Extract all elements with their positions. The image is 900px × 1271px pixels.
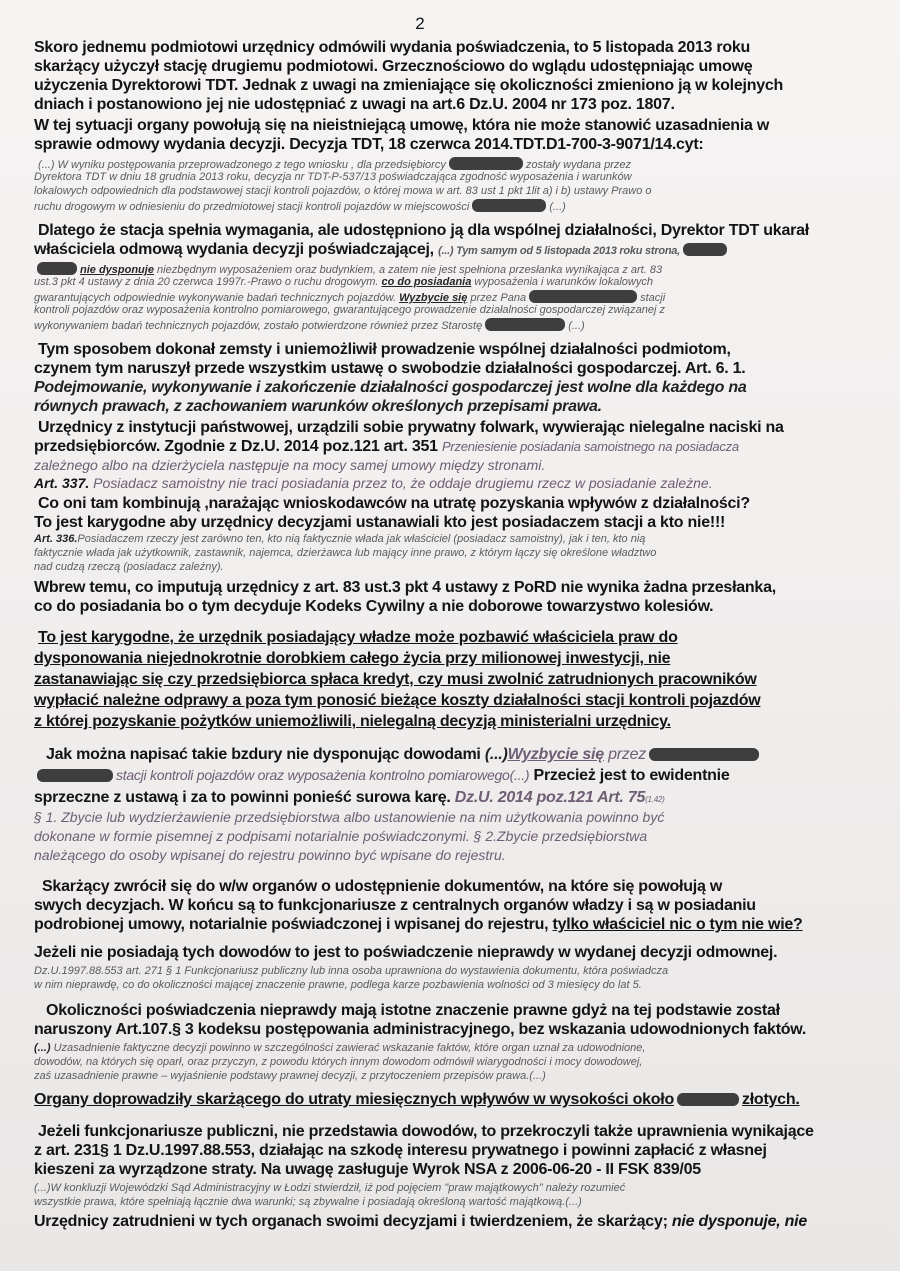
page-number: 2: [415, 14, 425, 33]
text-line: Dlatego że stacja spełnia wymagania, ale udostępniono ją dla wspólnej działalności, Dyrektor TDT ukarał: [38, 222, 809, 239]
quote-line: (...) Uzasadnienie faktyczne decyzji powinno w szczególności zawierać wskazanie faktów, które organ uznał za udowodnione,: [34, 1042, 646, 1054]
text-line: należącego do osoby wpisanej do rejestru powinno być wpisane do rejestru.: [34, 847, 506, 863]
text-line: To jest karygodne, że urzędnik posiadający władze może pozbawić właściciela praw do: [38, 629, 678, 646]
redaction-mark: [472, 199, 546, 212]
text-line: stacji kontroli pojazdów oraz wyposażenia kontrolno pomiarowego(...) Przecież jest to ewidentnie: [34, 766, 730, 785]
quote-line: zaś uzasadnienie prawne – wyjaśnienie podstawy prawnej decyzji, z przytoczeniem przepisów prawa.(...): [34, 1070, 546, 1082]
redaction-mark: [485, 318, 565, 331]
text-line: wypłacić należne odprawy a poza tym ponosić bieżące koszty działalności stacji kontroli pojazdów: [34, 692, 761, 709]
quote-line: nie dysponuje niezbędnym wyposażeniem oraz budynkiem, a zatem nie jest spełniona przesłanka wynikająca z art. 83: [34, 262, 662, 277]
text-line: W tej sytuacji organy powołują się na nieistniejącą umowę, która nie może stanowić uzasadnienia w: [34, 117, 770, 134]
text-line: zastanawiając się czy przedsiębiorca spłaca kredyt, czy musi zwolnić zatrudnionych pracowników: [34, 671, 757, 688]
quote-line: wykonywaniem badań technicznych pojazdów, zostało potwierdzone również przez Starostę (...): [34, 320, 585, 332]
text-line: Co oni tam kombinują ,narażając wnioskodawców na utratę pozyskania wpływów z działalności?: [38, 495, 750, 512]
text-line: równych prawach, z zachowaniem warunków określonych przepisami prawa.: [34, 398, 602, 415]
text-line: z której pozyskanie pożytków uniemożliwili, nielegalną decyzją ministerialni urzędnicy.: [34, 713, 671, 730]
text-line: podrobionej umowy, notarialnie poświadczonej i wpisanej do rejestru, tylko właściciel nic o tym nie wie?: [34, 916, 803, 933]
text-line: naruszony Art.107.§ 3 kodeksu postępowania administracyjnego, bez wskazania udowodnionych faktów.: [34, 1021, 807, 1038]
quote-line: Dz.U.1997.88.553 art. 271 § 1 Funkcjonariusz publiczny lub inna osoba uprawniona do wystawienia dokumentu, która poświadcza: [34, 965, 669, 977]
text-line: Skoro jednemu podmiotowi urzędnicy odmówili wydania poświadczenia, to 5 listopada 2013 roku: [34, 39, 751, 56]
text-line: dysponowania niejednokrotnie dorobkiem całego życia przy milionowej inwestycji, nie: [34, 650, 671, 667]
text-line: Jak można napisać takie bzdury nie dysponując dowodami (...)Wyzbycie się przez: [46, 745, 762, 764]
text-line: właściciela odmową wydania decyzji poświadczającej, (...) Tym samym od 5 listopada 2013 roku strona,: [34, 240, 730, 259]
redaction-mark: [529, 290, 637, 303]
text-line: § 1. Zbycie lub wydzierżawienie przedsiębiorstwa albo ustanowienie na nim użytkowania powinno być: [34, 809, 665, 825]
text-line: Tym sposobem dokonał zemsty i uniemożliwił prowadzenie wspólnej działalności podmiotom,: [38, 341, 731, 358]
quote-line: lokalowych odpowiednich dla podstawowej stacji kontroli pojazdów, o której mowa w art. 83 ust 1 pkt 1lit a) i b) ustawy Prawo o: [34, 185, 652, 197]
text-line: sprzeczne z ustawą i za to powinni ponieść surowa karę. Dz.U. 2014 poz.121 Art. 75(1.42): [34, 789, 665, 806]
redaction-mark: [649, 748, 759, 761]
text-line: czynem tym naruszył przede wszystkim ustawę o swobodzie działalności gospodarczej. Art. 6. 1.: [34, 360, 746, 377]
text-line: Urzędnicy z instytucji państwowej, urządzili sobie prywatny folwark, wywierając nielegalne naciski na: [38, 419, 784, 436]
text-line: swych decyzjach. W końcu są to funkcjonariusze z centralnych organów władzy i są w posiadaniu: [34, 897, 756, 914]
text-line: zależnego albo na dzierżyciela następuje na mocy samej umowy między stronami.: [34, 457, 546, 473]
quote-line: (...)W konkluzji Wojewódzki Sąd Administracyjny w Łodzi stwierdził, iż pod pojęciem "praw majątkowych" należy rozumieć: [34, 1182, 626, 1194]
redaction-mark: [37, 262, 77, 275]
text-line: sprawie odmowy wydania decyzji. Decyzja TDT, 18 czerwca 2014.TDT.D1-700-3-9071/14.cyt:: [34, 136, 704, 153]
text-line: kieszeni za wyrządzone straty. Na uwagę zasługuje Wyrok NSA z 2006-06-20 - II FSK 839/05: [34, 1161, 701, 1178]
quote-line: gwarantujących odpowiednie wykonywanie badań technicznych pojazdów. Wyzbycie się przez Pana stacji: [34, 292, 666, 304]
text-line: Jeżeli nie posiadają tych dowodów to jest to poświadczenie nieprawdy w wydanej decyzji odmownej.: [34, 944, 778, 961]
text-line: Okoliczności poświadczenia nieprawdy mają istotne znaczenie prawne gdyż na tej podstawie został: [46, 1002, 780, 1019]
text-line: Podejmowanie, wykonywanie i zakończenie działalności gospodarczej jest wolne dla każdego na: [34, 379, 747, 396]
quote-line: ruchu drogowym w odniesieniu do przedmiotowej stacji kontroli pojazdów w miejscowości (...): [34, 201, 566, 213]
quote-line: w nim nieprawdę, co do okoliczności mającej znaczenie prawne, podlega karze pozbawienia wolności od 3 miesięcy do lat 5.: [34, 979, 642, 991]
text-line: z art. 231§ 1 Dz.U.1997.88.553, działając na szkodę interesu prywatnego i powinni zapłacić z własnej: [34, 1142, 767, 1159]
text-line: Urzędnicy zatrudnieni w tych organach swoimi decyzjami i twierdzeniem, że skarżący; nie dysponuje, nie: [34, 1213, 807, 1230]
quote-line: Dyrektora TDT w dniu 18 grudnia 2013 roku, decyzja nr TDT-P-537/13 poświadczająca zgodność wyposażenia i warunków: [34, 171, 632, 183]
text-line: co do posiadania bo o tym decyduje Kodeks Cywilny a nie doborowe towarzystwo kolesiów.: [34, 598, 714, 615]
text-line: Skarżący zwrócił się do w/w organów o udostępnienie dokumentów, na które się powołują w: [42, 878, 723, 895]
text-line: przedsiębiorców. Zgodnie z Dz.U. 2014 poz.121 art. 351 Przeniesienie posiadania samoistnego na posiadacza: [34, 438, 739, 455]
quote-line: wszystkie prawa, które spełniają łącznie dwa warunki; są zbywalne i posiadają określoną wartość majątkową.(...): [34, 1196, 582, 1208]
text-line: dniach i postanowiono jej nie udostępniać z uwagi na art.6 Dz.U. 2004 nr 173 poz. 1807.: [34, 96, 675, 113]
text-line: To jest karygodne aby urzędnicy decyzjami ustanawiali kto jest posiadaczem stacji a kto nie!!!: [34, 514, 726, 531]
quote-line: faktycznie włada jak użytkownik, zastawnik, najemca, dzierżawca lub mający inne prawo, z którym łączy się określone władztwo: [34, 547, 657, 559]
redaction-mark: [683, 243, 727, 256]
text-line: dokonane w formie pisemnej z podpisami notarialnie poświadczonymi. § 2.Zbycie przedsiębiorstwa: [34, 828, 648, 844]
redaction-mark: [677, 1093, 739, 1106]
quote-line: ust.3 pkt 4 ustawy z dnia 20 czerwca 1997r.-Prawo o ruchu drogowym. co do posiadania wyposażenia i warunków lokalowych: [34, 276, 653, 288]
text-line: Organy doprowadziły skarżącego do utraty miesięcznych wpływów w wysokości około złotych.: [34, 1091, 800, 1108]
redaction-mark: [37, 769, 113, 782]
quote-line: dowodów, na których się oparł, oraz przyczyn, z powodu których innym dowodom odmówił wiarygodności i mocy dowodowej,: [34, 1056, 643, 1068]
quote-line: kontroli pojazdów oraz wyposażenia kontrolno pomiarowego, gwarantującego prowadzenie działalności gospodarczej związanej z: [34, 304, 666, 316]
quote-line: Art. 336.Posiadaczem rzeczy jest zarówno ten, kto nią faktycznie włada jak właściciel (posiadacz samoistny), jak i ten, kto nią: [34, 533, 646, 545]
redaction-mark: [449, 157, 523, 170]
text-line: skarżący użyczył stację drugiemu podmiotowi. Grzecznościowo do wglądu udostępniając umowę: [34, 58, 753, 75]
quote-line: nad cudzą rzeczą (posiadacz zależny).: [34, 561, 224, 573]
text-line: użyczenia Dyrektorowi TDT. Jednak z uwagi na zmieniające się okoliczności zmieniono ją w kolejnych: [34, 77, 784, 94]
quote-line: (...) W wyniku postępowania przeprowadzonego z tego wniosku , dla przedsiębiorcy zostały wydana przez: [38, 159, 631, 171]
text-line: Jeżeli funkcjonariusze publiczni, nie przedstawia dowodów, to przekroczyli także uprawnienia wynikające: [38, 1123, 814, 1140]
text-line: Wbrew temu, co imputują urzędnicy z art. 83 ust.3 pkt 4 ustawy z PoRD nie wynika żadna przesłanka,: [34, 579, 776, 596]
text-line: Art. 337. Posiadacz samoistny nie traci posiadania przez to, że oddaje drugiemu rzecz w posiadanie zależne.: [34, 475, 713, 491]
